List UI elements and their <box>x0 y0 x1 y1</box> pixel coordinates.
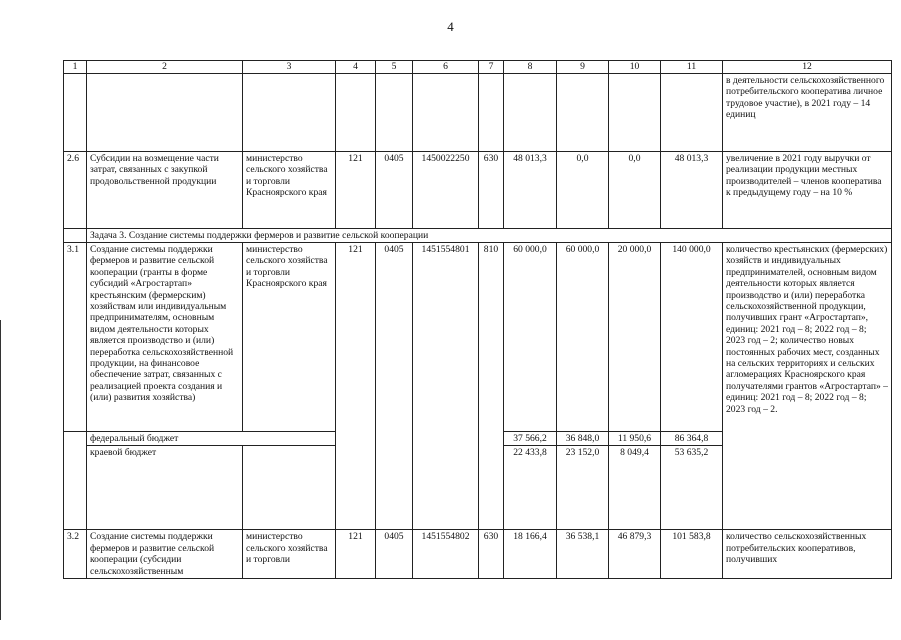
amount-2022: 36 538,1 <box>557 530 609 579</box>
regional-budget-label: краевой бюджет <box>87 446 243 530</box>
header-row <box>64 61 892 74</box>
header-cell: 11 <box>661 61 723 74</box>
regional-2022: 23 152,0 <box>557 446 609 530</box>
result-cell: в деятельности сельскохозяйственного потребительского кооператива личное трудовое участие), в 2021 году – 14 единиц <box>723 74 892 152</box>
code-csr: 1451554802 <box>413 530 479 579</box>
row-number: 3.2 <box>64 530 87 579</box>
amount-2021: 60 000,0 <box>504 243 557 432</box>
amount-total: 140 000,0 <box>661 243 723 432</box>
row-number: 2.6 <box>64 152 87 229</box>
responsible-org: министерство сельского хозяйства и торговли <box>243 530 336 579</box>
header-cell: 5 <box>376 61 413 74</box>
task-heading: Задача 3. Создание системы поддержки фермеров и развитие сельской кооперации <box>87 229 892 243</box>
code-csr: 1450022250 <box>413 152 479 229</box>
result-cell: количество сельскохозяйственных потребительских кооперативов, получивших <box>723 530 892 579</box>
budget-table <box>63 60 892 579</box>
code-vr: 630 <box>479 530 504 579</box>
code-rzpr: 0405 <box>376 152 413 229</box>
header-cell: 12 <box>723 61 892 74</box>
result-cell: количество крестьянских (фермерских) хозяйств и индивидуальных предпринимателей, основным видом деятельности которых является производство и (или) переработка сельскохозяйственной продукции, получивших грант «Агростартап», единиц: 2021 год – 8; 2022 год – 8; 2023 год – 2; количество новых постоянных рабочих мест, созданных на сельских территориях и сельских агломерациях Красноярского края получателями грантов «Агростартап» –единиц: 2021 год – 8; 2022 год – 8; 2023 год – 2. <box>723 243 892 530</box>
page-number: 4 <box>447 19 454 34</box>
continuation-row <box>64 74 892 152</box>
code-grbs: 121 <box>336 152 376 229</box>
code-vr: 810 <box>479 243 504 530</box>
code-rzpr: 0405 <box>376 243 413 530</box>
amount-2021: 18 166,4 <box>504 530 557 579</box>
amount-2022: 0,0 <box>557 152 609 229</box>
table-row-3-1 <box>64 243 892 432</box>
responsible-org: министерство сельского хозяйства и торговли Красноярского края <box>243 152 336 229</box>
federal-2021: 37 566,2 <box>504 432 557 446</box>
code-rzpr: 0405 <box>376 530 413 579</box>
row-number: 3.1 <box>64 243 87 432</box>
code-grbs: 121 <box>336 530 376 579</box>
code-csr: 1451554801 <box>413 243 479 530</box>
result-cell: увеличение в 2021 году выручки от реализации продукции местных производителей – членов кооператива к предыдущему году – на 10 % <box>723 152 892 229</box>
header-cell: 2 <box>87 61 243 74</box>
measure-name: Создание системы поддержки фермеров и развитие сельской кооперации (гранты в форме субсидий «Агростартап» крестьянским (фермерским) хозяйствам или индивидуальным предпринимателям, основным видом деятельности которых является производство и (или) переработка сельскохозяйственной продукции, на финансовое обеспечение затрат, связанных с реализацией проекта создания и (или) развития хозяйства) <box>87 243 243 432</box>
header-cell: 4 <box>336 61 376 74</box>
federal-budget-label: федеральный бюджет <box>87 432 336 446</box>
amount-2023: 20 000,0 <box>609 243 661 432</box>
code-vr: 630 <box>479 152 504 229</box>
header-cell: 7 <box>479 61 504 74</box>
table-row-2-6 <box>64 152 892 229</box>
federal-total: 86 364,8 <box>661 432 723 446</box>
regional-2021: 22 433,8 <box>504 446 557 530</box>
amount-2021: 48 013,3 <box>504 152 557 229</box>
federal-2022: 36 848,0 <box>557 432 609 446</box>
header-cell: 8 <box>504 61 557 74</box>
scan-edge-line <box>0 320 1 620</box>
header-cell: 6 <box>413 61 479 74</box>
measure-name: Субсидии на возмещение части затрат, связанных с закупкой продовольственной продукции <box>87 152 243 229</box>
header-cell: 1 <box>64 61 87 74</box>
task-row <box>64 229 892 243</box>
table-row-3-2 <box>64 530 892 579</box>
federal-2023: 11 950,6 <box>609 432 661 446</box>
amount-2022: 60 000,0 <box>557 243 609 432</box>
amount-2023: 0,0 <box>609 152 661 229</box>
amount-total: 48 013,3 <box>661 152 723 229</box>
measure-name: Создание системы поддержки фермеров и развитие сельской кооперации (субсидии сельскохозяйственным <box>87 530 243 579</box>
responsible-org: министерство сельского хозяйства и торговли Красноярского края <box>243 243 336 432</box>
amount-2023: 46 879,3 <box>609 530 661 579</box>
code-grbs: 121 <box>336 243 376 530</box>
amount-total: 101 583,8 <box>661 530 723 579</box>
regional-2023: 8 049,4 <box>609 446 661 530</box>
header-cell: 9 <box>557 61 609 74</box>
header-cell: 3 <box>243 61 336 74</box>
regional-total: 53 635,2 <box>661 446 723 530</box>
header-cell: 10 <box>609 61 661 74</box>
